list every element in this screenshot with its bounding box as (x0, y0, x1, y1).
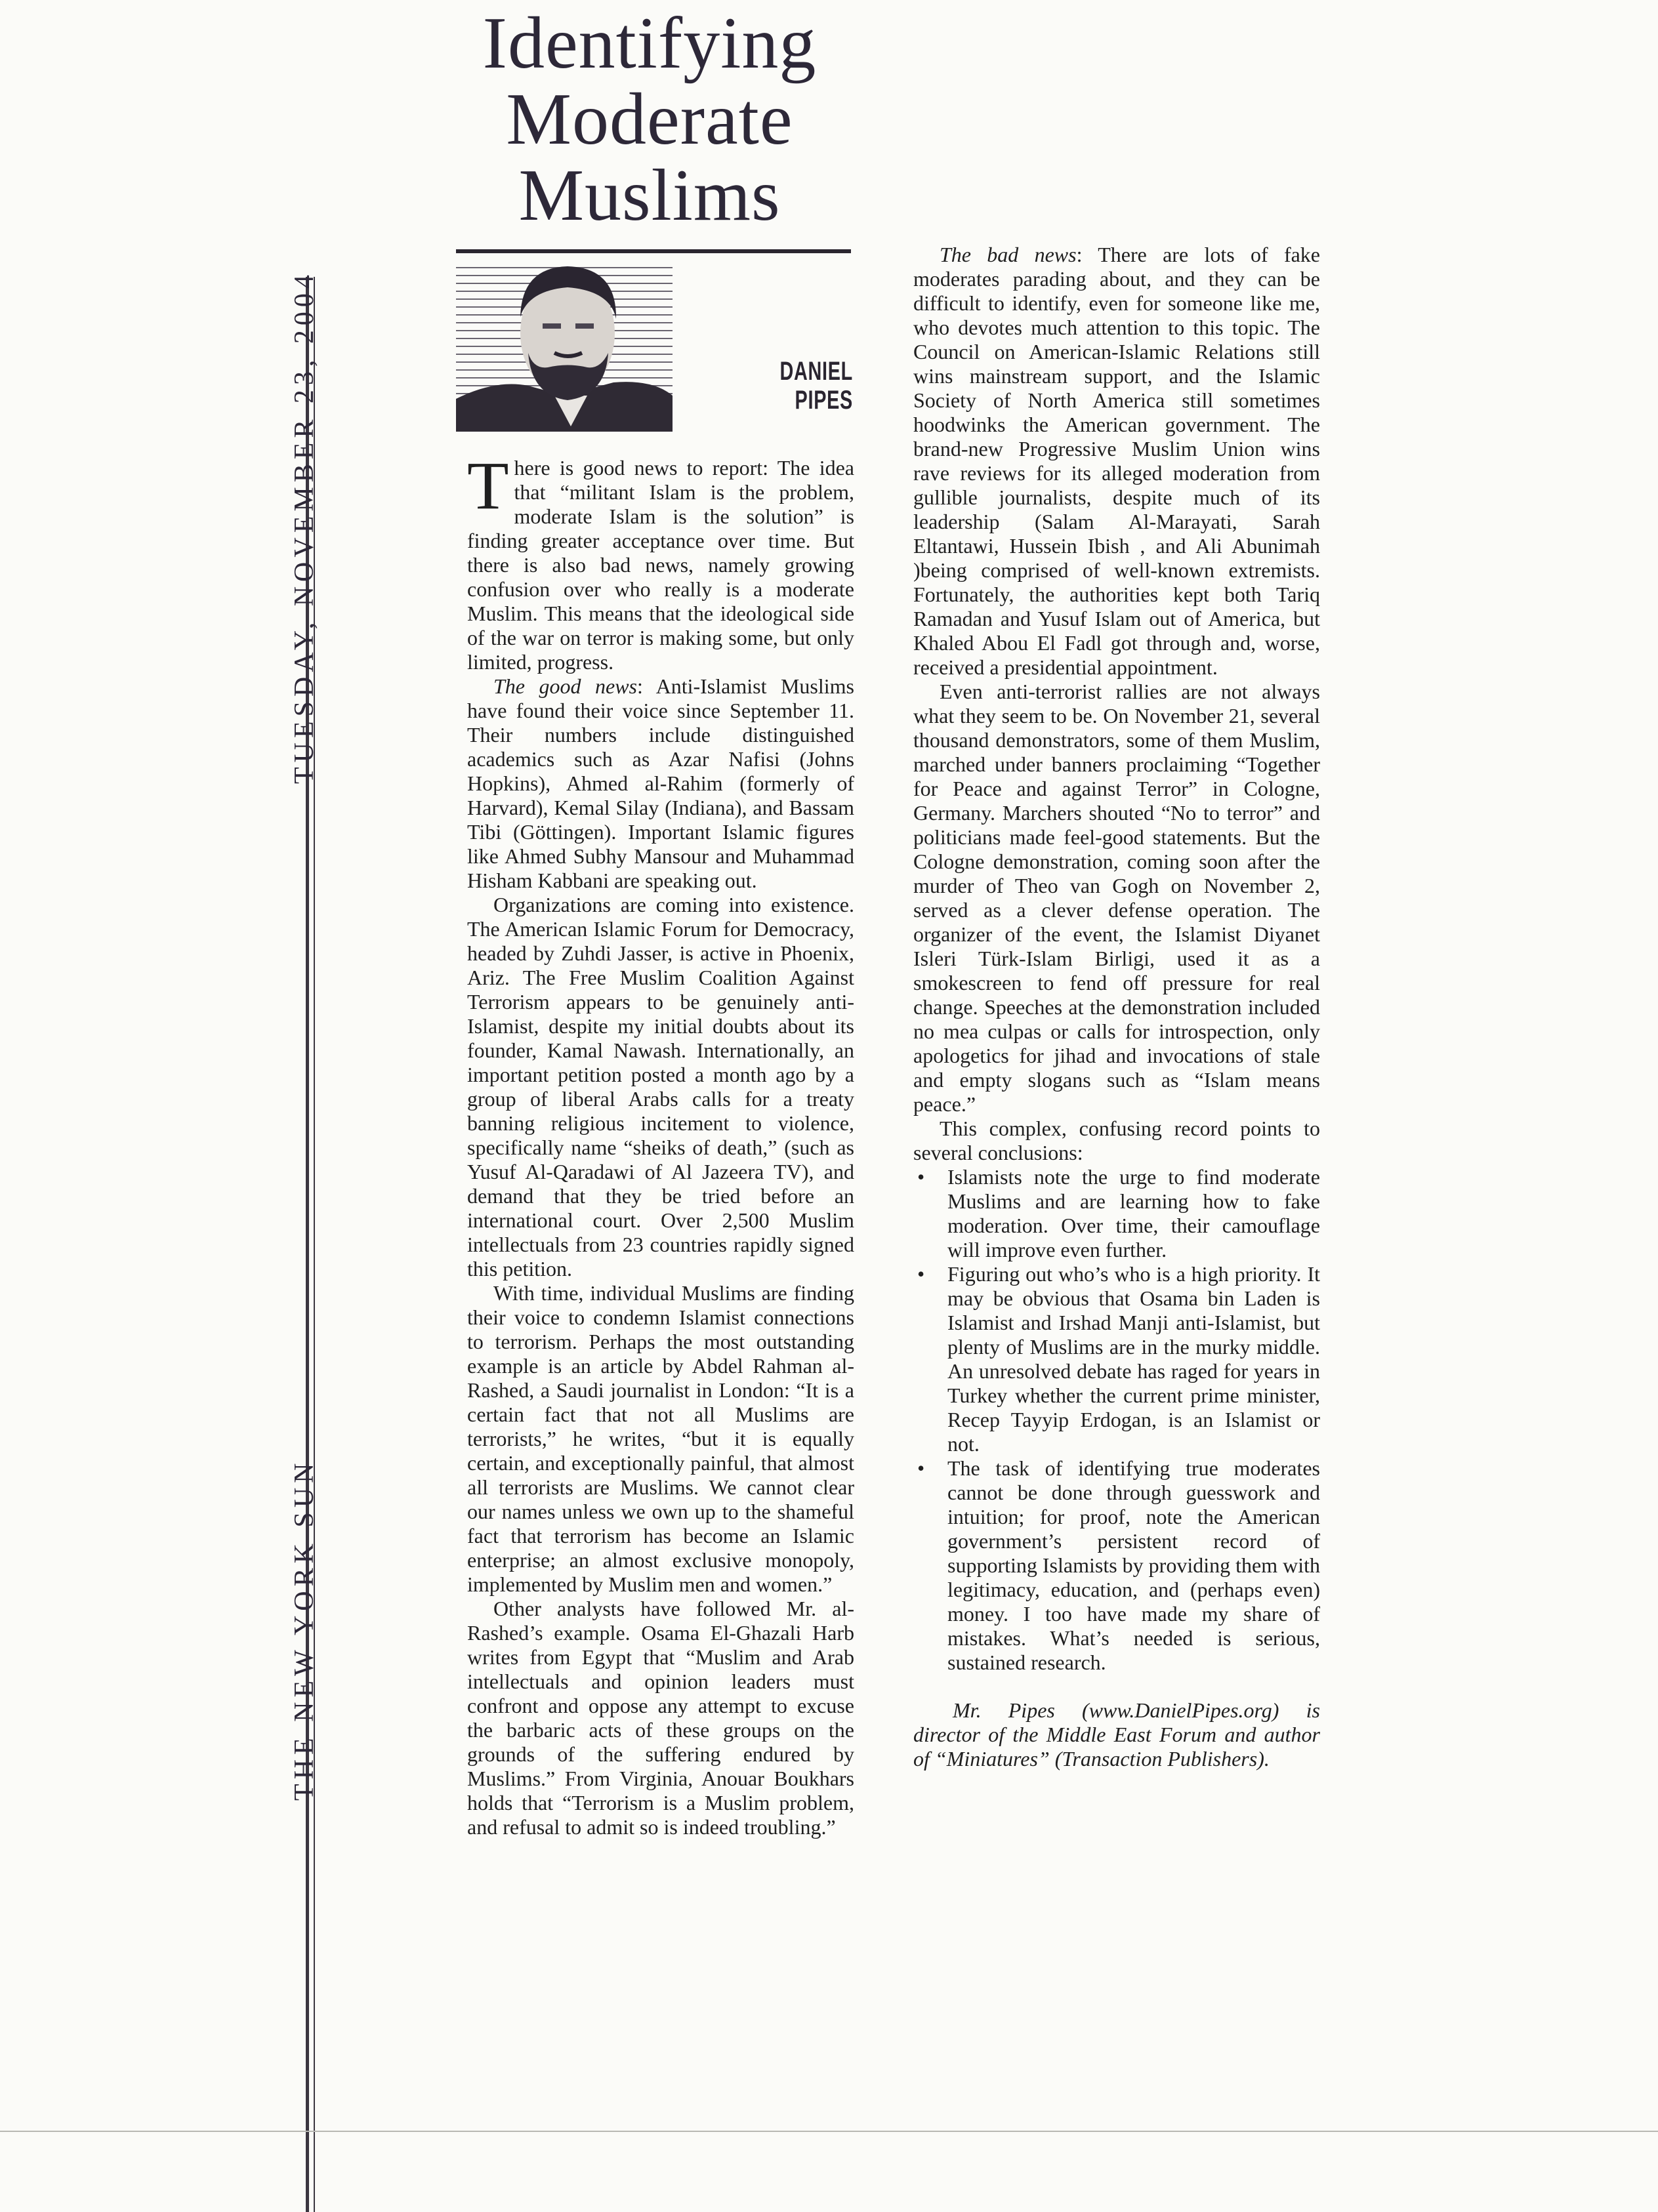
paragraph: Even anti-terrorist rallies are not always what they seem to be. On November 21, several thousand demonstrators, some of them Muslim, marched under banners proclaiming “Together for Peace and against Terror” in Cologne, Germany. Marchers shouted “No to terror” and politicians made feel-good statements. But the Cologne demonstration, coming soon after the murder of Theo van Gogh on November 2, served as a clever defense operation. The organizer of the event, the Islamist Diyanet Isleri Türk-Islam Birligi, used it as a smokescreen to fend off pressure for real change. Speeches at the demonstration included no mea culpas or calls for introspection, only apologetics for jihad and invocations of stale and empty slogans such as “Islam means peace.” (913, 680, 1320, 1116)
drop-cap: T (467, 448, 509, 523)
author-tagline: Mr. Pipes (www.DanielPipes.org) is director of the Middle East Forum and author of “Miniatures” (Transaction Publishers). (913, 1698, 1320, 1771)
paragraph: With time, individual Muslims are finding their voice to condemn Islamist connections to terrorism. Perhaps the most outstanding example is an article by Abdel Rahman al-Rashed, a Saudi journalist in London: “It is a certain fact that not all Muslims are terrorists,” he writes, “but it is equally certain, and exceptionally painful, that almost all terrorists are Muslims. We cannot clear our names unless we own up to the shameful fact that terrorism has become an Islamic enterprise; an almost exclusive monopoly, implemented by Muslim men and women.” (467, 1281, 854, 1596)
paragraph: Organizations are coming into existence. The American Islamic Forum for Democracy, headed by Zuhdi Jasser, is active in Phoenix, Ariz. The Free Muslim Coalition Against Terrorism appears to be genuinely anti-Islamist, despite my initial doubts about its founder, Kamal Nawash. Internationally, an important petition posted a month ago by a group of liberal Arabs calls for a treaty banning religious incitement to violence, specifically name “sheiks of death,” (such as Yusuf Al-Qaradawi of Al Jazeera TV), and demand that they be tried before an international court. Over 2,500 Muslim intellectuals from 23 countries rapidly signed this petition. (467, 893, 854, 1280)
author-portrait (456, 255, 673, 432)
list-item: • The task of identifying true moderates cannot be done through guesswork and intuition; for proof, note the American government’s persistent record of supporting Islamists by providing them with legitimacy, education, and (perhaps even) money. I too have made my share of mistakes. What’s needed is serious, sustained research. (913, 1456, 1320, 1675)
paragraph-text: : There are lots of fake moderates parading about, and they can be difficult to identify, even for someone like me, who devotes much attention to this topic. The Council on American-Islamic Relations still wins mainstream support, and the Islamic Society of North America still sometimes hoodwinks the American government. The brand-new Progressive Muslim Union wins rave reviews for its alleged moderation from gullible journalists, despite much of its leadership (Salam Al-Marayati, Sarah Eltantawi, Hussein Ibish , and Ali Abunimah )being comprised of well-known extremists. Fortunately, the authorities kept both Tariq Ramadan and Yusuf Islam out of America, but Khaled Abou El Fadl got through and, worse, received a presidential appointment. (913, 243, 1321, 679)
conclusions-list (913, 1165, 1320, 1675)
headline-line-1: Identifying (482, 3, 817, 84)
paragraph-text: here is good news to report: The idea that “militant Islam is the problem, moderate Islam is the solution” is finding greater acceptance over time. But there is also bad news, namely growing confusion over who really is a moderate Muslim. This means that the ideological side of the war on terror is making some, but only limited, progress. (467, 456, 854, 674)
paragraph-lead: The bad news (940, 243, 1077, 266)
author-first-name: DANIEL (779, 357, 853, 386)
author-last-name: PIPES (795, 386, 853, 415)
paragraph (913, 243, 1320, 680)
headline (420, 5, 879, 234)
headline-line-3: Muslims (518, 155, 781, 236)
dateline: TUESDAY, NOVEMBER 23, 2004 (289, 270, 320, 784)
paragraph: Other analysts have followed Mr. al-Rashed’s example. Osama El-Ghazali Harb writes from Egypt that “Muslim and Arab intellectuals and opinion leaders must confront and oppose any attempt to excuse the barbaric acts of these groups on the grounds of the suffering endured by Muslims.” From Virginia, Anouar Boukhars holds that “Terrorism is a Muslim problem, and refusal to admit so is indeed troubling.” (467, 1597, 854, 1839)
article-column-2 (913, 243, 1320, 1771)
headline-line-2: Moderate (506, 79, 793, 160)
paragraph (467, 448, 854, 674)
paragraph (467, 674, 854, 893)
author-byline (768, 357, 853, 415)
paragraph-lead: The good news (493, 674, 637, 698)
list-item: • Islamists note the urge to find moderate Muslims and are learning how to fake moderation. Over time, their camouflage will improve even further. (913, 1165, 1320, 1262)
publication-name: THE NEW YORK SUN (289, 1458, 320, 1801)
scan-edge-line (0, 2131, 1658, 2132)
paragraph: This complex, confusing record points to several conclusions: (913, 1116, 1320, 1164)
list-item: • Figuring out who’s who is a high priority. It may be obvious that Osama bin Laden is Islamist and Irshad Manji anti-Islamist, but plenty of Muslims are in the murky middle. An unresolved debate has raged for years in Turkey whether the current prime minister, Recep Tayyip Erdogan, is an Islamist or not. (913, 1262, 1320, 1456)
byline-rule (456, 249, 851, 253)
article-column-1 (467, 448, 854, 1839)
paragraph-text: : Anti-Islamist Muslims have found their voice since September 11. Their numbers include distinguished academics such as Azar Nafisi (Johns Hopkins), Ahmed al-Rahim (formerly of Harvard), Kemal Silay (Indiana), and Bassam Tibi (Göttingen). Important Islamic figures like Ahmed Subhy Mansour and Muhammad Hisham Kabbani are speaking out. (467, 674, 854, 892)
